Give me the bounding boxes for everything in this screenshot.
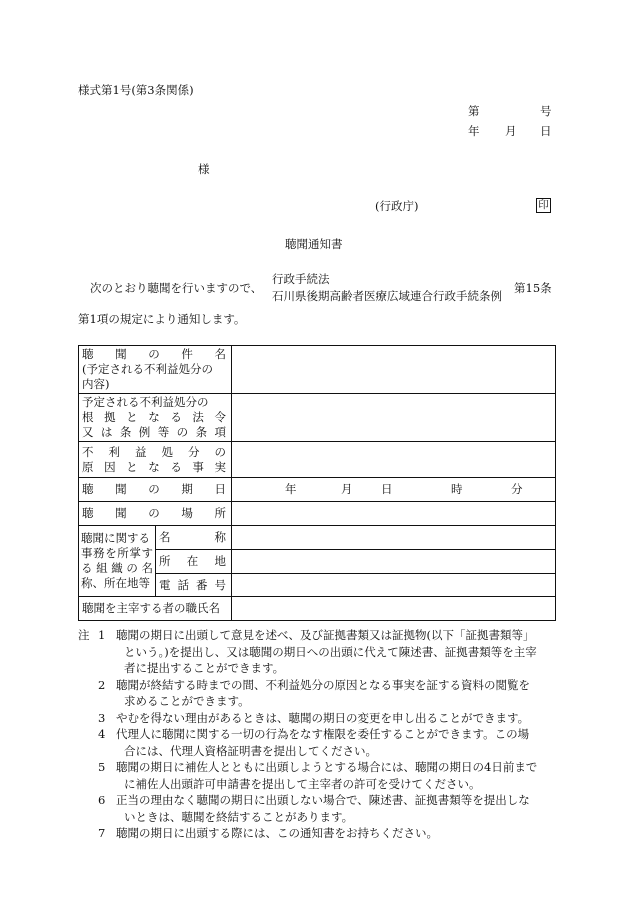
article-number: 第15条 [514,281,552,295]
law-option-1: 行政手続法 [272,272,330,286]
org-phone-label: 電 話 番 号 [156,574,232,597]
legal-basis-field[interactable] [232,394,556,442]
date-hour-unit: 時 [451,482,463,496]
presider-label: 聴聞を主宰する者の職氏名 [79,597,232,621]
date-month: 月 [505,124,517,138]
hearing-date-field[interactable] [232,478,556,502]
hearing-table [78,345,556,621]
note-item: 1 聴聞の期日に出頭して意見を述べ、及び証拠書類又は証拠物(以下「証拠書類等」 という。)を提出し、又は聴聞の期日への出頭に代えて陳述書、証拠書類等を主宰 者に提出することができます。 [98,628,537,675]
intro-continuation: 第1項の規定により通知します。 [78,312,246,326]
org-address-field[interactable] [232,550,556,574]
legal-basis-label: 予定される不利益処分の 根拠となる法令 又は条例等の条項 [79,394,232,442]
date-month-unit: 月 [341,482,353,496]
note-item: 5 聴聞の期日に補佐人とともに出頭しようとする場合には、聴聞の期日の4日前まで に補佐人出頭許可申請書を提出して主宰者の許可を受けてください。 [98,760,538,791]
note-item: 7 聴聞の期日に出頭する際には、この通知書をお持ちください。 [98,826,438,840]
cause-field[interactable] [232,442,556,478]
number-prefix: 第 [468,104,480,118]
note-item: 2 聴聞が終結する時までの間、不利益処分の原因となる事実を証する資料の閲覧を 求めることができます。 [98,677,530,708]
addressee-suffix: 様 [198,162,210,176]
date-day-unit: 日 [381,482,393,496]
law-option-2: 石川県後期高齢者医療広域連合行政手続条例 [272,289,502,303]
note-item: 3 やむを得ない理由があるときは、聴聞の期日の変更を申し出ることができます。 [98,710,530,725]
document-title: 聴聞通知書 [285,237,343,251]
org-name-field[interactable] [232,526,556,550]
org-address-label: 所 在 地 [156,550,232,574]
form-id: 様式第1号(第3条関係) [78,83,194,97]
subject-field[interactable] [232,346,556,394]
notes-section [78,627,556,842]
org-name-label: 名 称 [156,526,232,550]
date-minute-unit: 分 [511,482,523,496]
note-item: 6 正当の理由なく聴聞の期日に出頭しない場合で、陳述書、証拠書類等を提出しな いときは、聴聞を終結することがあります。 [98,793,530,824]
seal-mark: 印 [536,198,551,213]
date-year: 年 [468,124,480,138]
hearing-place-field[interactable] [232,502,556,526]
note-item: 4 代理人に聴聞に関する一切の行為をなす権限を委任することができます。この場 合には、代理人資格証明書を提出してください。 [98,727,530,758]
org-phone-field[interactable] [232,574,556,597]
cause-label: 不利益処分の 原因となる事実 [79,442,232,478]
organization-label: 聴聞に関する 事務を所掌す る組織の名 称、所在地等 [79,526,156,597]
hearing-place-label: 聴 聞 の 場 所 [79,502,232,526]
subject-label: 聴 聞 の 件 名 (予定される不利益処分の 内容) [79,346,232,394]
hearing-date-label: 聴 聞 の 期 日 [79,478,232,502]
date-day: 日 [540,124,552,138]
number-suffix: 号 [540,104,552,118]
issuer-label: (行政庁) [375,199,419,213]
intro-lead: 次のとおり聴聞を行いますので、 [90,281,263,295]
presider-field[interactable] [232,597,556,621]
notes-prefix: 注 [78,628,90,642]
date-year-unit: 年 [285,482,297,496]
